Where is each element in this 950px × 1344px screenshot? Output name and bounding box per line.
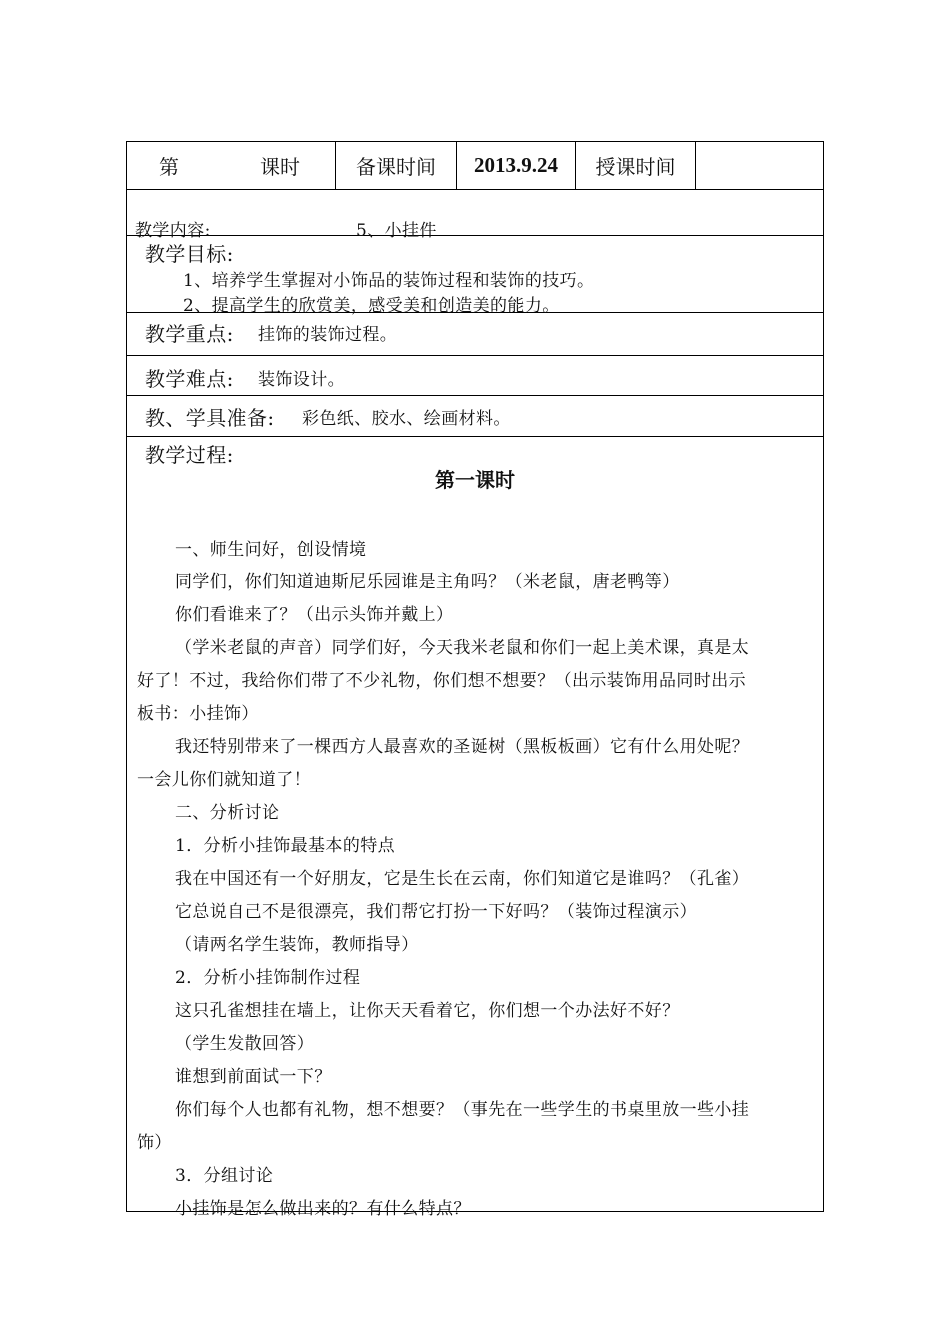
lesson-title: 第一课时: [435, 468, 515, 492]
objectives-label: 教学目标:: [145, 242, 234, 266]
teach-time-value: [696, 142, 823, 189]
content-row: [127, 190, 823, 241]
content-value: 5、小挂件: [356, 221, 437, 241]
materials-label: 教、学具准备:: [145, 406, 275, 430]
process-line: 1．分析小挂饰最基本的特点: [175, 836, 396, 856]
process-line: （学米老鼠的声音）同学们好，今天我米老鼠和你们一起上美术课，真是太: [175, 638, 750, 658]
difficulty-row: [127, 356, 823, 396]
process-line: 我在中国还有一个好朋友，它是生长在云南，你们知道它是谁吗？（孔雀）: [175, 869, 750, 889]
period-cell: [127, 142, 336, 189]
process-line: 2．分析小挂饰制作过程: [175, 968, 361, 988]
prep-time-label: 备课时间: [336, 142, 457, 189]
process-line: 小挂饰是怎么做出来的？有什么特点？: [175, 1199, 471, 1219]
header-row: [127, 142, 823, 190]
process-line: 好了！不过，我给你们带了不少礼物，你们想不想要？（出示装饰用品同时出示: [137, 671, 746, 691]
objectives-row: [127, 236, 823, 316]
process-section: [127, 437, 823, 1219]
process-line: 一、师生问好，创设情境: [175, 540, 367, 560]
key-point-row: [127, 313, 823, 356]
process-line: 板书：小挂饰）: [137, 704, 259, 724]
process-line: 我还特别带来了一棵西方人最喜欢的圣诞树（黑板板画）它有什么用处呢？: [175, 737, 750, 757]
process-line: 同学们，你们知道迪斯尼乐园谁是主角吗？（米老鼠，唐老鸭等）: [175, 572, 680, 592]
objective-item: 1、培养学生掌握对小饰品的装饰过程和装饰的技巧。: [183, 271, 595, 291]
process-label: 教学过程:: [145, 443, 234, 467]
prep-date: 2013.9.24: [457, 142, 576, 189]
process-line: 它总说自己不是很漂亮，我们帮它打扮一下好吗？（装饰过程演示）: [175, 902, 697, 922]
content-label: 教学内容:: [135, 221, 211, 241]
process-line: 3．分组讨论: [175, 1166, 274, 1186]
period-suffix: 课时: [260, 155, 300, 179]
process-line: 你们看谁来了？（出示头饰并戴上）: [175, 605, 454, 625]
materials-row: [127, 396, 823, 437]
teach-time-label: 授课时间: [576, 142, 696, 189]
difficulty-value: 装饰设计。: [258, 370, 345, 390]
difficulty-label: 教学难点:: [145, 367, 234, 391]
process-line: 饰）: [137, 1133, 172, 1153]
process-line: （学生发散回答）: [175, 1034, 315, 1054]
key-point-label: 教学重点:: [145, 322, 234, 346]
process-line: 这只孔雀想挂在墙上，让你天天看着它，你们想一个办法好不好？: [175, 1001, 680, 1021]
period-prefix: 第: [159, 155, 179, 179]
materials-value: 彩色纸、胶水、绘画材料。: [302, 409, 511, 429]
key-point-value: 挂饰的装饰过程。: [258, 325, 398, 345]
process-line: 谁想到前面试一下？: [175, 1067, 332, 1087]
process-line: 你们每个人也都有礼物，想不想要？（事先在一些学生的书桌里放一些小挂: [175, 1100, 750, 1120]
process-line: （请两名学生装饰，教师指导）: [175, 935, 419, 955]
process-line: 二、分析讨论: [175, 803, 280, 823]
objective-item: 2、提高学生的欣赏美，感受美和创造美的能力。: [183, 296, 560, 316]
lesson-plan-table: [126, 141, 824, 1219]
process-line: 一会儿你们就知道了！: [137, 770, 311, 790]
